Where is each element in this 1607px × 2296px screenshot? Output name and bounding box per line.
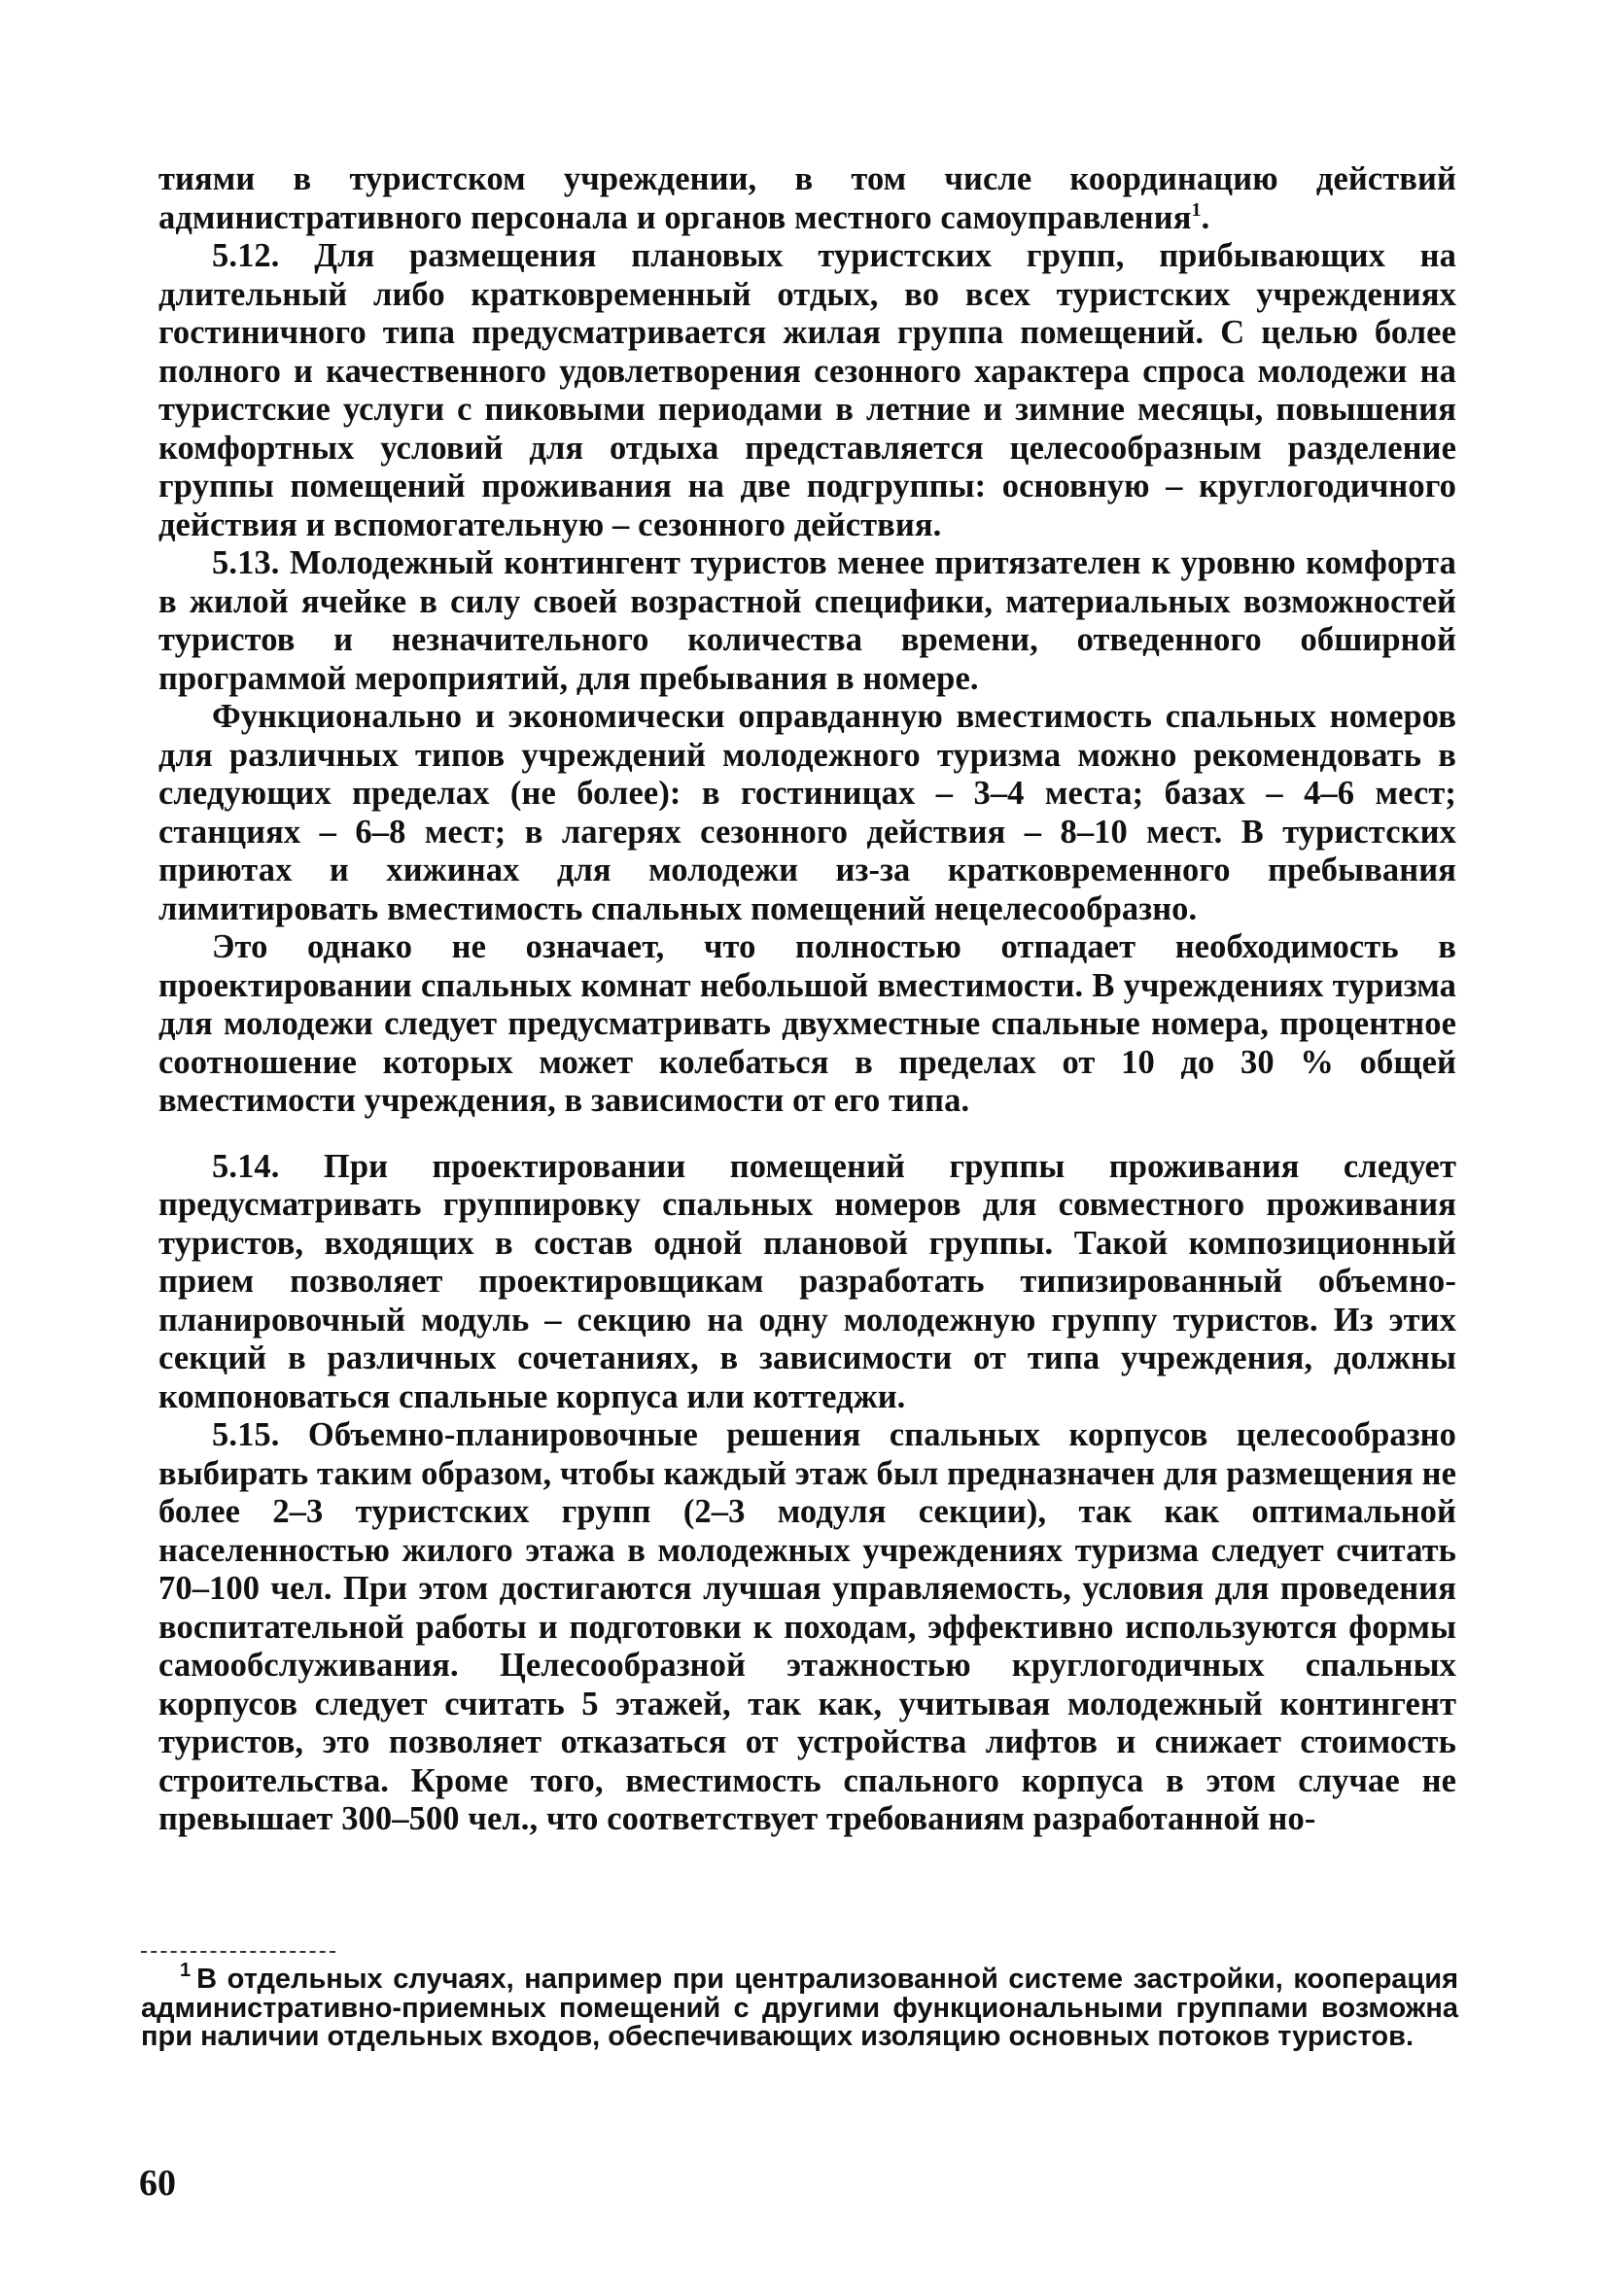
section-number: 5.13. xyxy=(212,544,280,581)
paragraph-double-rooms: Это однако не означает, что полностью отпадает необходимость в проектировании спальных комнат небольшой вместимости. В учреждениях туризма для молодежи следует предусматривать двухместные спальные номера, процентное соотношение которых может колебаться в пределах от 10 до 30 % общей вместимости учреждения, в зависимости от его типа. xyxy=(158,928,1456,1119)
paragraph-capacity: Функционально и экономически оправданную вместимость спальных номеров для различных типов учреждений молодежного туризма можно рекомендовать в следующих пределах (не более): в гостиницах – 3–4 места; базах – 4–6 мест; станциях – 6–8 мест; в лагерях сезонного действия – 8–10 мест. В туристских приютах и хижинах для молодежи из-за кратковременного пребывания лимитировать вместимость спальных помещений нецелесообразно. xyxy=(158,698,1456,927)
body-text xyxy=(158,160,1456,1839)
section-number: 5.15. xyxy=(212,1416,280,1453)
paragraph-5-12: 5.12. Для размещения плановых туристских групп, прибывающих на длительный либо кратковременный отдых, во всех туристских учреждениях гостиничного типа предусматривается жилая группа помещений. С целью более полного и качественного удовлетворения сезонного характера спроса молодежи на туристские услуги с пиковыми периодами в летние и зимние месяцы, повышения комфортных условий для отдыха представляется целесообразным разделение группы помещений проживания на две подгруппы: основную – круглогодичного действия и вспомогательную – сезонного действия. xyxy=(158,237,1456,543)
paragraph-5-15: 5.15. Объемно-планировочные решения спальных корпусов целесообразно выбирать таким образом, чтобы каждый этаж был предназначен для размещения не более 2–3 туристских групп (2–3 модуля секции), так как оптимальной населенностью жилого этажа в молодежных учреждениях туризма следует считать 70–100 чел. При этом достигаются лучшая управляемость, условия для проведения воспитательной работы и подготовки к походам, эффективно используются формы самообслуживания. Целесообразной этажностью круглогодичных спальных корпусов следует считать 5 этажей, так как, учитывая молодежный контингент туристов, это позволяет отказаться от устройства лифтов и снижает стоимость строительства. Кроме того, вместимость спального корпуса в этом случае не превышает 300–500 чел., что соответствует требованиям разработанной но- xyxy=(158,1416,1456,1837)
section-number: 5.14. xyxy=(212,1147,280,1185)
footnote-reference: 1 xyxy=(1191,198,1202,221)
paragraph-5-13: 5.13. Молодежный контингент туристов менее притязателен к уровню комфорта в жилой ячейке в силу своей возрастной специфики, материальных возможностей туристов и незначительного количества времени, отведенного обширной программой мероприятий, для пребывания в номере. xyxy=(158,544,1457,697)
footnote-marker: 1 xyxy=(180,1960,192,1981)
footnote xyxy=(141,1960,1458,2052)
paragraph-5-14: 5.14. При проектировании помещений группы проживания следует предусматривать группировку спальных номеров для совместного проживания туристов, входящих в состав одной плановой группы. Такой композиционный прием позволяет проектировщикам разработать типизированный объемно-планировочный модуль – секцию на одну молодежную группу туристов. Из этих секций в различных сочетаниях, в зависимости от типа учреждения, должны компоноваться спальные корпуса или коттеджи. xyxy=(158,1147,1456,1415)
footnote-divider xyxy=(141,1951,335,1953)
section-number: 5.12. xyxy=(212,237,280,274)
footnote-text: В отдельных случаях, например при централизованной системе застройки, кооперация административно-приемных помещений с другими функциональными группами возможна при наличии отдельных входов, обеспечивающих изоляцию основных потоков туристов. xyxy=(141,1964,1458,2052)
page-number: 60 xyxy=(139,2163,176,2204)
paragraph-continuation: тиями в туристском учреждении, в том числе координацию действий административного персонала и органов местного самоуправления$^1$. xyxy=(158,160,1456,236)
